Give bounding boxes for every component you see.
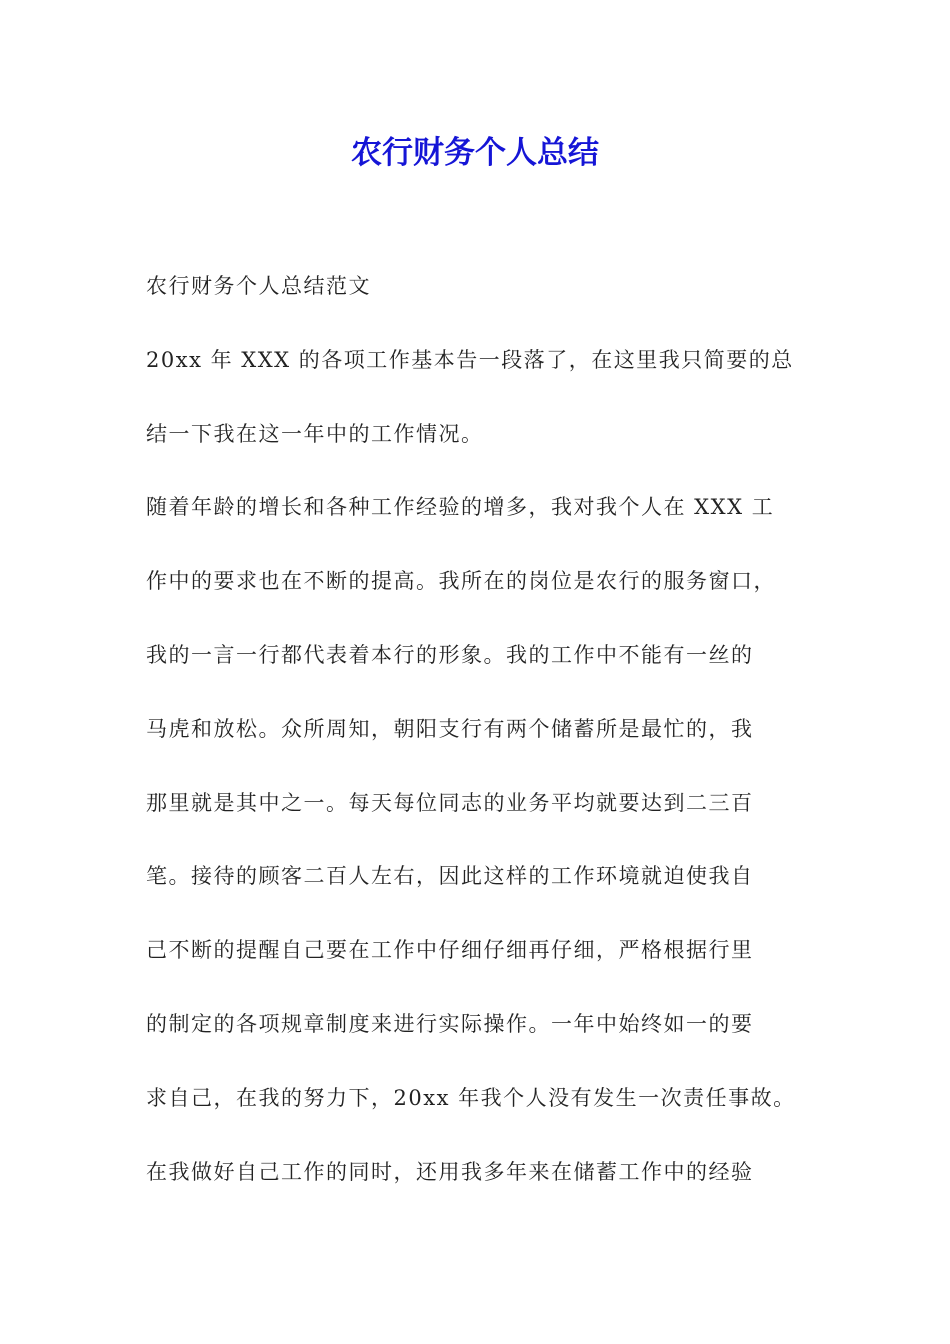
body-line: 20xx 年 XXX 的各项工作基本告一段落了，在这里我只简要的总 bbox=[146, 347, 794, 372]
body-line: 求自己，在我的努力下，20xx 年我个人没有发生一次责任事故。 bbox=[146, 1085, 796, 1110]
body-line: 在我做好自己工作的同时，还用我多年来在储蓄工作中的经验 bbox=[146, 1159, 754, 1184]
body-line: 的制定的各项规章制度来进行实际操作。一年中始终如一的要 bbox=[146, 1011, 754, 1036]
document-body bbox=[146, 258, 808, 1217]
body-line: 我的一言一行都代表着本行的形象。我的工作中不能有一丝的 bbox=[146, 642, 754, 667]
body-line: 随着年龄的增长和各种工作经验的增多，我对我个人在 XXX 工 bbox=[146, 495, 775, 520]
body-line: 马虎和放松。众所周知，朝阳支行有两个储蓄所是最忙的，我 bbox=[146, 716, 754, 741]
body-line: 结一下我在这一年中的工作情况。 bbox=[146, 421, 484, 446]
body-line: 笔。接待的顾客二百人左右，因此这样的工作环境就迫使我自 bbox=[146, 864, 754, 889]
body-line: 作中的要求也在不断的提高。我所在的岗位是农行的服务窗口， bbox=[146, 569, 776, 594]
document-title: 农行财务个人总结 bbox=[351, 135, 599, 171]
subtitle-line: 农行财务个人总结范文 bbox=[146, 274, 371, 298]
body-line: 那里就是其中之一。每天每位同志的业务平均就要达到二三百 bbox=[146, 790, 754, 815]
body-line: 己不断的提醒自己要在工作中仔细仔细再仔细，严格根据行里 bbox=[146, 938, 754, 963]
